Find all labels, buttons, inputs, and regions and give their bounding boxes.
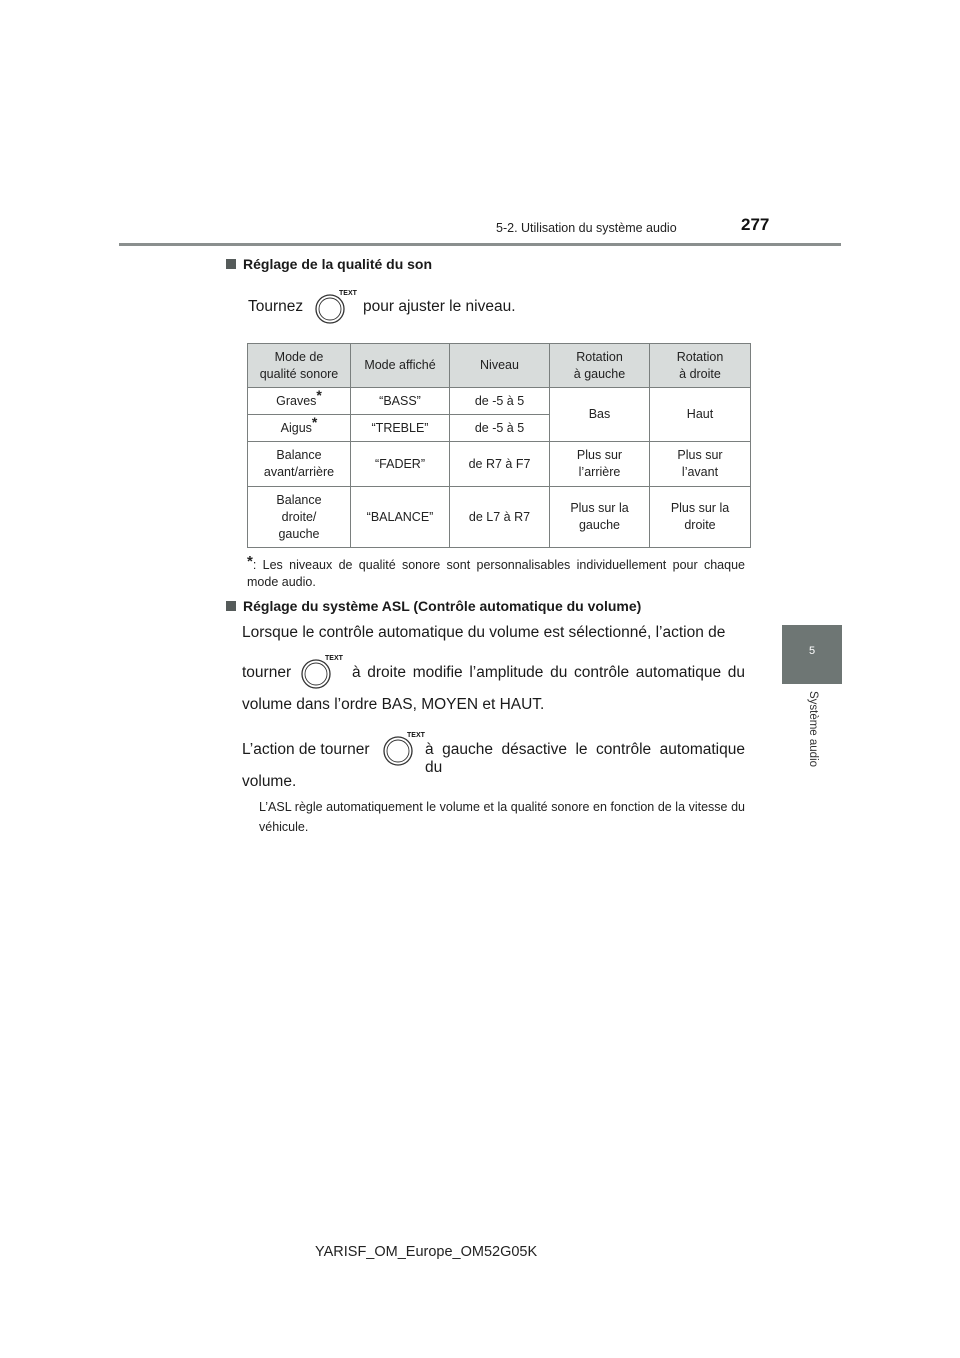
mode-text: Graves bbox=[276, 394, 317, 408]
page-number: 277 bbox=[741, 215, 770, 234]
cell-level: de -5 à 5 bbox=[450, 388, 550, 415]
cell-line: l’avant bbox=[681, 465, 719, 479]
col-header-level bbox=[450, 344, 550, 388]
cell-line: gauche bbox=[578, 518, 620, 532]
mode-line: Balance bbox=[276, 492, 322, 507]
header-line: Rotation bbox=[576, 349, 623, 364]
asl-para2-line1-before: L’action de tourner bbox=[242, 741, 370, 758]
col-header-rotate-right bbox=[650, 344, 751, 388]
bullet-square-icon bbox=[226, 601, 236, 611]
tuning-knob-icon bbox=[297, 652, 341, 692]
instruction-before: Tournez bbox=[248, 298, 304, 315]
mode-text: Aigus bbox=[280, 421, 312, 435]
sound-quality-table bbox=[247, 343, 751, 548]
cell-display: “BALANCE” bbox=[351, 487, 450, 548]
cell-display: “BASS” bbox=[351, 388, 450, 415]
asl-para2-line2: volume. bbox=[242, 773, 297, 790]
mode-line: avant/arrière bbox=[263, 465, 335, 479]
asl-note: L’ASL règle automatiquement le volume et la qualité sonore en fonction de la vitesse du véhicule. bbox=[259, 800, 745, 834]
knob-label: TEXT bbox=[339, 290, 357, 297]
chapter-number: 5 bbox=[808, 645, 816, 657]
document-code: YARISF_OM_Europe_OM52G05K bbox=[315, 1244, 538, 1260]
instruction-after: pour ajuster le niveau. bbox=[363, 298, 516, 315]
footnote-text: : Les niveaux de qualité sonore sont personnalisables individuellement pour chaque mode audio. bbox=[247, 558, 745, 589]
cell-line: Plus sur la bbox=[670, 501, 730, 515]
mode-line: Balance bbox=[276, 448, 322, 462]
asl-para1-line3: volume dans l’ordre BAS, MOYEN et HAUT. bbox=[242, 696, 545, 713]
header-line: qualité sonore bbox=[259, 366, 339, 381]
bullet-square-icon bbox=[226, 259, 236, 269]
section-heading-text: Réglage du système ASL (Contrôle automatique du volume) bbox=[243, 598, 642, 614]
cell-display: “FADER” bbox=[351, 442, 450, 487]
col-header-mode bbox=[248, 344, 351, 388]
asterisk: * bbox=[316, 387, 322, 403]
cell-mode bbox=[248, 388, 351, 415]
table-row bbox=[248, 388, 751, 415]
knob-label: TEXT bbox=[407, 732, 425, 739]
header-section-title: 5-2. Utilisation du système audio bbox=[496, 221, 677, 235]
cell-level: de R7 à F7 bbox=[450, 442, 550, 487]
cell-level: de L7 à R7 bbox=[450, 487, 550, 548]
table-row bbox=[248, 487, 751, 548]
footnote-marker: * bbox=[247, 553, 253, 570]
header-line: à droite bbox=[679, 366, 721, 381]
cell-rotate-right: Haut bbox=[650, 388, 751, 442]
header-line: Rotation bbox=[676, 349, 724, 364]
asl-para1-line1: Lorsque le contrôle automatique du volume est sélectionné, l’action de bbox=[242, 624, 726, 641]
col-header-display bbox=[351, 344, 450, 388]
cell-mode bbox=[248, 487, 351, 548]
cell-rotate-left bbox=[550, 487, 650, 548]
cell-mode bbox=[248, 442, 351, 487]
section-heading-text: Réglage de la qualité du son bbox=[243, 256, 433, 272]
header-line: Mode de bbox=[274, 349, 324, 364]
tuning-knob-icon bbox=[379, 729, 423, 769]
header-line: Niveau bbox=[480, 358, 519, 372]
header-divider bbox=[119, 243, 841, 246]
asl-para1-line2-before: tourner bbox=[242, 664, 292, 681]
table-header-row bbox=[248, 344, 751, 388]
cell-line: droite bbox=[684, 518, 716, 532]
cell-rotate-right bbox=[650, 487, 751, 548]
cell-display: “TREBLE” bbox=[351, 415, 450, 442]
mode-line: gauche bbox=[278, 526, 320, 541]
col-header-rotate-left bbox=[550, 344, 650, 388]
cell-rotate-left: Bas bbox=[550, 388, 650, 442]
section-heading-asl bbox=[226, 598, 641, 614]
header-line: Mode affiché bbox=[364, 358, 436, 372]
cell-rotate-left bbox=[550, 442, 650, 487]
cell-line: Plus sur bbox=[677, 448, 723, 462]
chapter-label: Système audio bbox=[807, 690, 819, 768]
asl-para2-line1-after: à gauche désactive le contrôle automatique du bbox=[425, 741, 745, 776]
knob-label: TEXT bbox=[325, 655, 343, 662]
header-line: à gauche bbox=[573, 366, 626, 381]
cell-line: Plus sur bbox=[576, 448, 623, 462]
tuning-knob-icon bbox=[311, 287, 355, 327]
table-footnote bbox=[247, 553, 745, 591]
asl-para1-line2-after: à droite modifie l’amplitude du contrôle automatique du bbox=[352, 664, 745, 681]
cell-rotate-right bbox=[650, 442, 751, 487]
mode-line: droite/ bbox=[281, 509, 317, 524]
section-heading-sound-quality bbox=[226, 256, 432, 272]
table-row bbox=[248, 442, 751, 487]
cell-line: Plus sur la bbox=[570, 501, 629, 515]
cell-line: l’arrière bbox=[578, 465, 621, 479]
cell-mode bbox=[248, 415, 351, 442]
cell-level: de -5 à 5 bbox=[450, 415, 550, 442]
asterisk: * bbox=[311, 414, 318, 430]
